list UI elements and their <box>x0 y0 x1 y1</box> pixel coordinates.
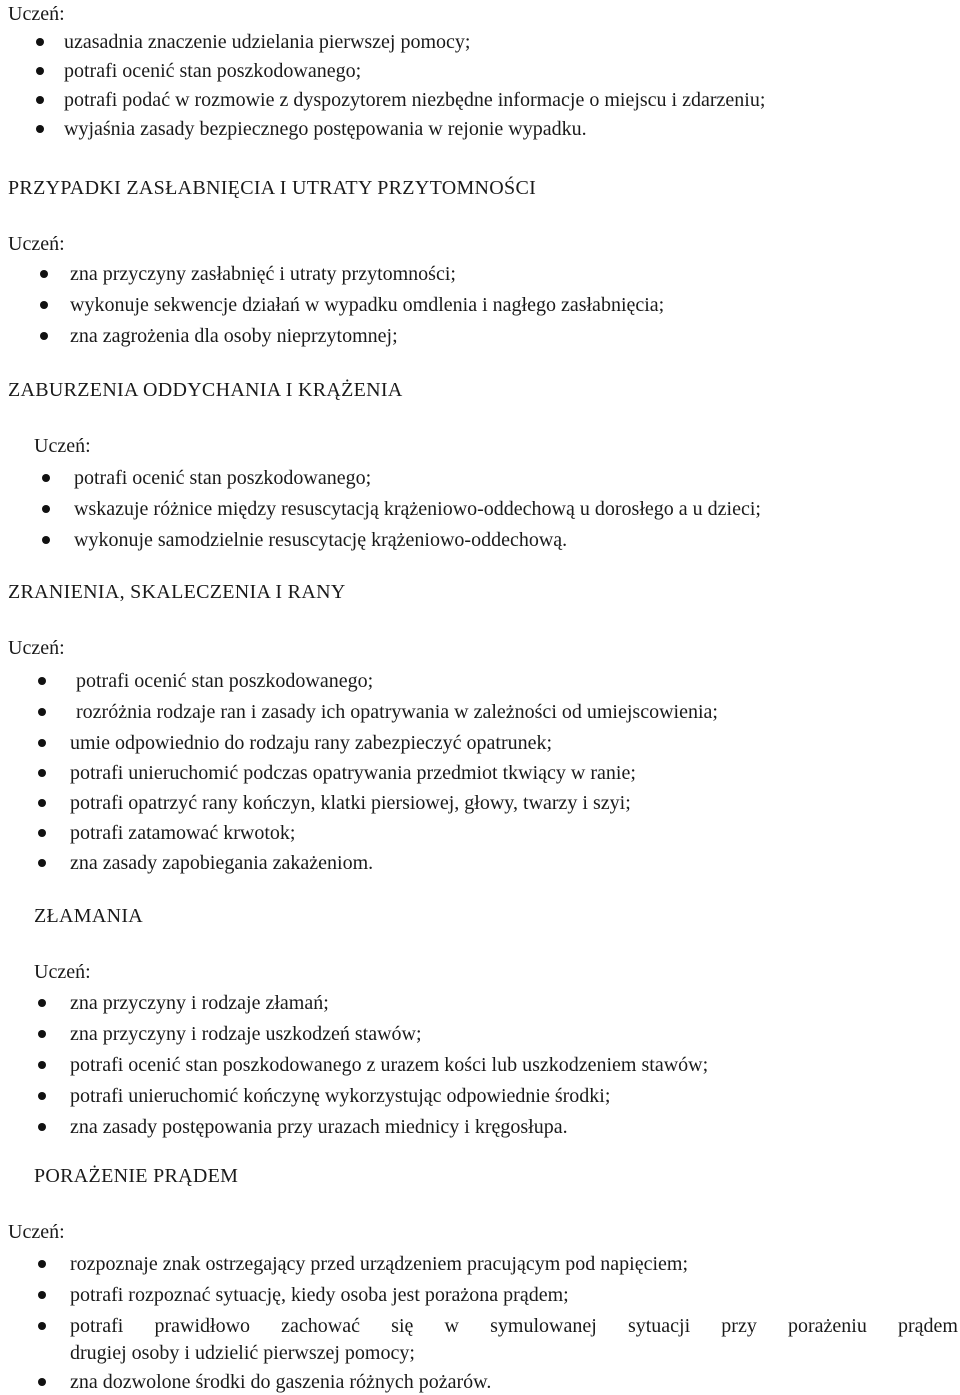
bullet-icon <box>38 1322 46 1330</box>
list-item: zna przyczyny i rodzaje uszkodzeń stawów; <box>70 1023 422 1045</box>
section-heading: ZŁAMANIA <box>34 905 144 927</box>
list-item: zna przyczyny i rodzaje złamań; <box>70 992 329 1014</box>
list-item: potrafi ocenić stan poszkodowanego; <box>64 60 362 82</box>
bullet-icon <box>42 505 50 513</box>
student-label: Uczeń: <box>8 637 65 659</box>
list-item: zna dozwolone środki do gaszenia różnych pożarów. <box>70 1371 492 1393</box>
list-item: potrafi ocenić stan poszkodowanego; <box>74 467 372 489</box>
bullet-icon <box>38 739 46 747</box>
list-item: wykonuje samodzielnie resuscytację krążeniowo-oddechową. <box>74 529 568 551</box>
list-item: wykonuje sekwencje działań w wypadku omdlenia i nagłego zasłabnięcia; <box>70 294 665 316</box>
bullet-icon <box>38 1260 46 1268</box>
bullet-icon <box>38 1061 46 1069</box>
list-item: potrafi ocenić stan poszkodowanego z urazem kości lub uszkodzeniem stawów; <box>70 1054 709 1076</box>
section-heading: PORAŻENIE PRĄDEM <box>34 1165 239 1187</box>
section-heading: ZRANIENIA, SKALECZENIA I RANY <box>8 581 346 603</box>
student-label: Uczeń: <box>34 961 91 983</box>
bullet-icon <box>36 96 44 104</box>
student-label: Uczeń: <box>8 3 65 25</box>
list-item: rozróżnia rodzaje ran i zasady ich opatrywania w zależności od umiejscowienia; <box>76 701 718 723</box>
bullet-icon <box>40 301 48 309</box>
list-item: potrafi opatrzyć rany kończyn, klatki piersiowej, głowy, twarzy i szyi; <box>70 792 631 814</box>
list-item: potrafi unieruchomić podczas opatrywania przedmiot tkwiący w ranie; <box>70 762 636 784</box>
bullet-icon <box>38 769 46 777</box>
list-item: uzasadnia znaczenie udzielania pierwszej pomocy; <box>64 31 471 53</box>
section-heading: PRZYPADKI ZASŁABNIĘCIA I UTRATY PRZYTOMNOŚCI <box>8 177 537 199</box>
bullet-icon <box>38 677 46 685</box>
list-item: wskazuje różnice między resuscytacją krążeniowo-oddechową u dorosłego a u dzieci; <box>74 498 761 520</box>
list-item: potrafi prawidłowo zachować się w symulowanej sytuacji przy porażeniu prądem <box>70 1315 958 1337</box>
bullet-icon <box>38 1291 46 1299</box>
list-item-continuation: drugiej osoby i udzielić pierwszej pomocy; <box>70 1342 415 1364</box>
list-item: potrafi unieruchomić kończynę wykorzystując odpowiednie środki; <box>70 1085 611 1107</box>
bullet-icon <box>38 799 46 807</box>
bullet-icon <box>40 332 48 340</box>
list-item: umie odpowiednio do rodzaju rany zabezpieczyć opatrunek; <box>70 732 553 754</box>
bullet-icon <box>38 1378 46 1386</box>
list-item: potrafi zatamować krwotok; <box>70 822 296 844</box>
list-item: potrafi podać w rozmowie z dyspozytorem niezbędne informacje o miejscu i zdarzeniu; <box>64 89 766 111</box>
bullet-icon <box>38 859 46 867</box>
list-item: wyjaśnia zasady bezpiecznego postępowania w rejonie wypadku. <box>64 118 587 140</box>
student-label: Uczeń: <box>8 233 65 255</box>
list-item: rozpoznaje znak ostrzegający przed urządzeniem pracującym pod napięciem; <box>70 1253 689 1275</box>
student-label: Uczeń: <box>34 435 91 457</box>
list-item: zna zagrożenia dla osoby nieprzytomnej; <box>70 325 398 347</box>
bullet-icon <box>36 38 44 46</box>
bullet-icon <box>42 536 50 544</box>
list-item: zna przyczyny zasłabnięć i utraty przytomności; <box>70 263 456 285</box>
list-item: zna zasady postępowania przy urazach miednicy i kręgosłupa. <box>70 1116 568 1138</box>
section-heading: ZABURZENIA ODDYCHANIA I KRĄŻENIA <box>8 379 403 401</box>
bullet-icon <box>42 474 50 482</box>
bullet-icon <box>38 1030 46 1038</box>
bullet-icon <box>38 1092 46 1100</box>
student-label: Uczeń: <box>8 1221 65 1243</box>
bullet-icon <box>38 999 46 1007</box>
bullet-icon <box>38 1123 46 1131</box>
bullet-icon <box>40 270 48 278</box>
bullet-icon <box>38 708 46 716</box>
bullet-icon <box>38 829 46 837</box>
list-item: potrafi ocenić stan poszkodowanego; <box>76 670 374 692</box>
list-item: zna zasady zapobiegania zakażeniom. <box>70 852 374 874</box>
bullet-icon <box>36 125 44 133</box>
list-item: potrafi rozpoznać sytuację, kiedy osoba jest porażona prądem; <box>70 1284 569 1306</box>
bullet-icon <box>36 67 44 75</box>
